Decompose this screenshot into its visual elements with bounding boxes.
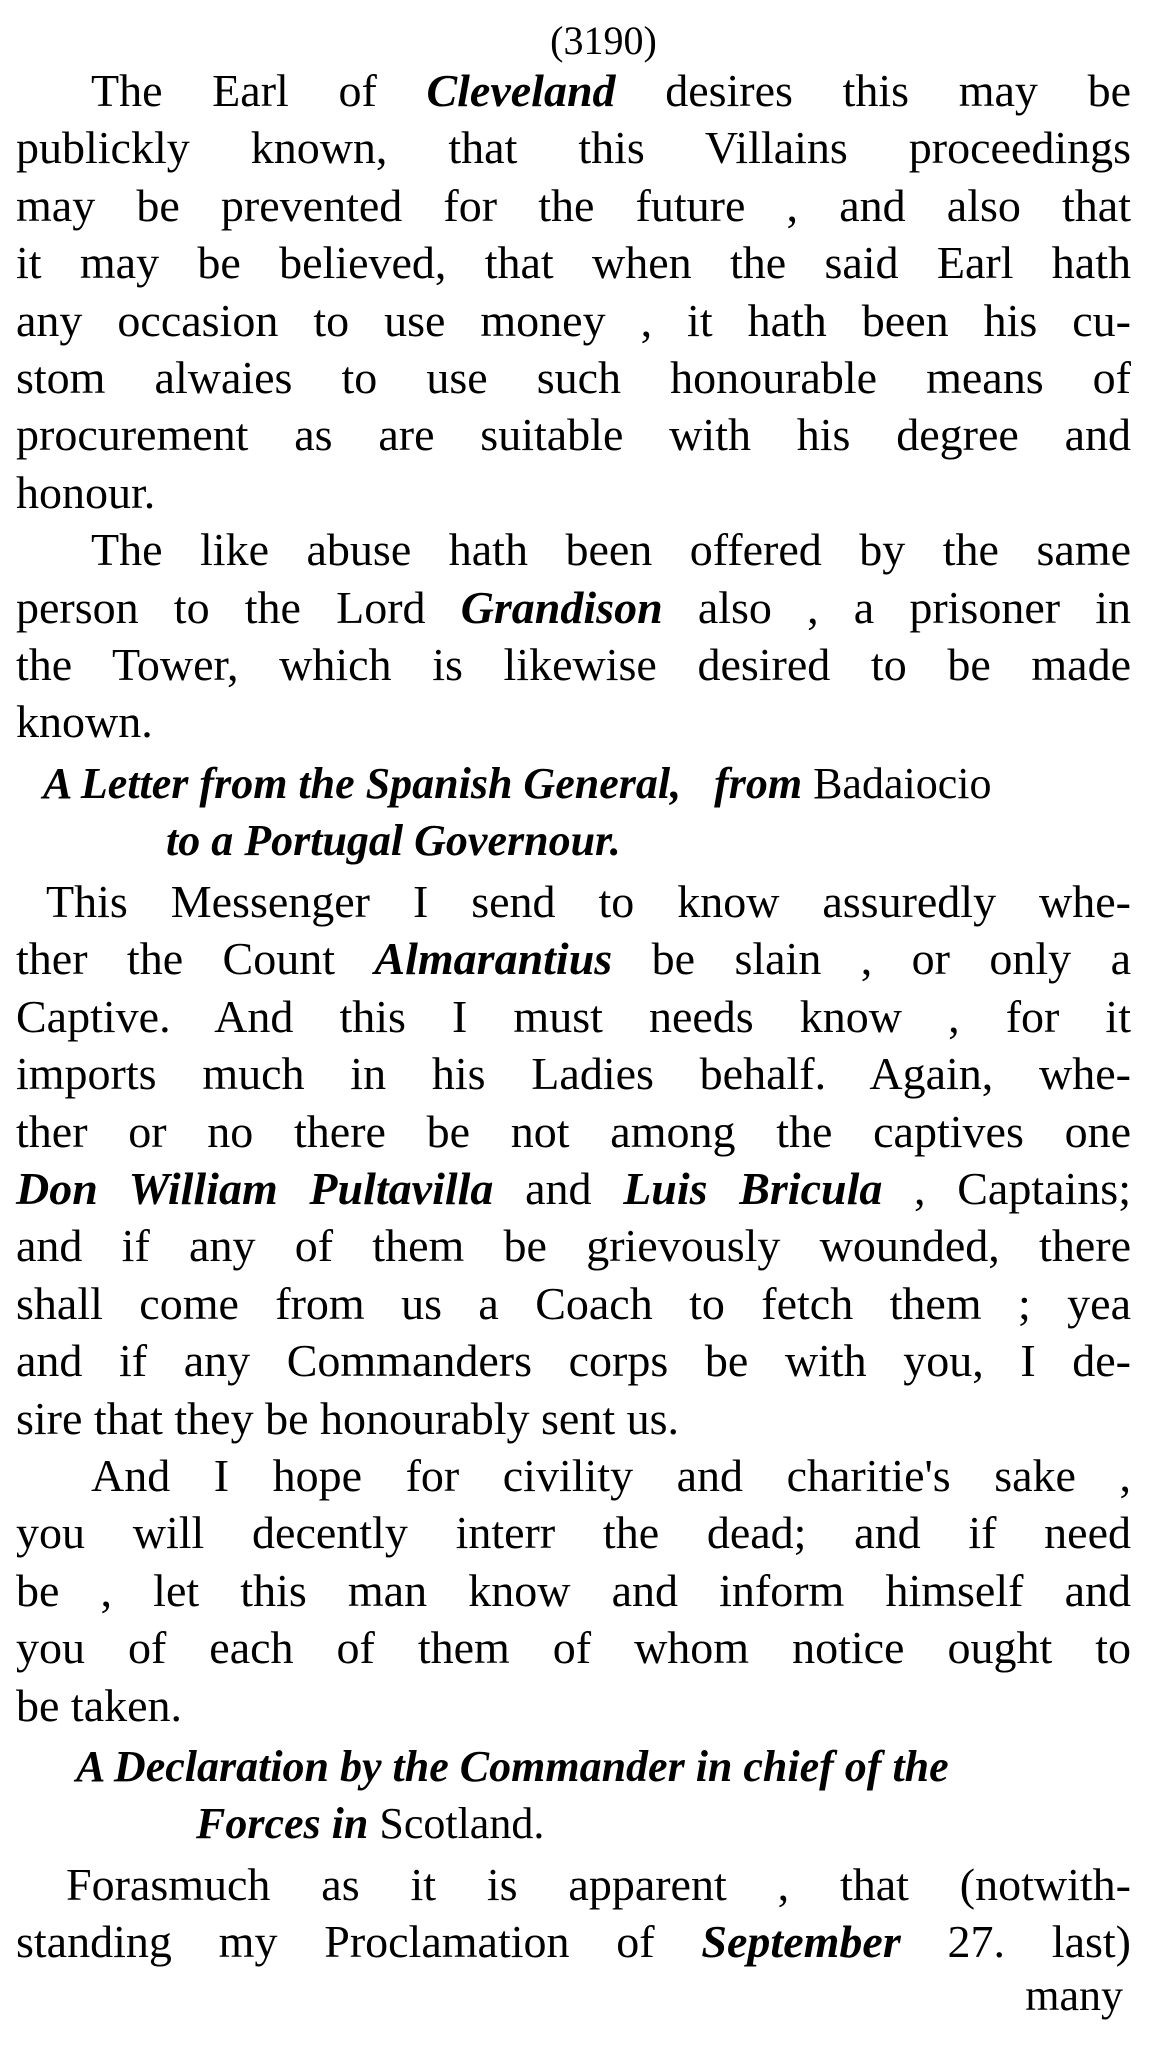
text-line: the Tower, which is likewise desired to be made bbox=[16, 639, 1131, 691]
heading-spanish-letter: A Letter from the Spanish General, from Badaiocio to a Portugal Governour. bbox=[43, 758, 992, 865]
name-pultavilla: Don William Pultavilla bbox=[16, 1162, 494, 1214]
text-line: it may be believed, that when the said Earl hath bbox=[16, 237, 1131, 289]
text-line: ther the Count Almarantius be slain , or only a bbox=[16, 933, 1131, 985]
name-cleveland: Cleveland bbox=[426, 65, 616, 116]
text-line: sire that they be honourably sent us. bbox=[16, 1392, 680, 1444]
paragraph-declaration bbox=[16, 1856, 1131, 1971]
text-line: And I hope for civility and charitie's sake , bbox=[91, 1449, 1131, 1501]
text-line: Don William Pultavilla and Luis Bricula , Captains; bbox=[16, 1162, 1131, 1214]
text-line: be taken. bbox=[16, 1679, 183, 1731]
text-line: ther or no there be not among the captives one bbox=[16, 1105, 1131, 1157]
name-bricula: Luis Bricula bbox=[623, 1162, 883, 1214]
text-line: The like abuse hath been offered by the same bbox=[91, 524, 1131, 576]
text-line: Forasmuch as it is apparent , that (notwith- bbox=[66, 1858, 1131, 1910]
text-line: honour. bbox=[16, 466, 156, 518]
text-line: be , let this man know and inform himself and bbox=[16, 1564, 1131, 1616]
text-line: Captive. And this I must needs know , for it bbox=[16, 990, 1131, 1042]
text-line: standing my Proclamation of September 27. last) bbox=[16, 1916, 1131, 1968]
text-line: This Messenger I send to know assuredly whe- bbox=[46, 875, 1131, 927]
text-line: known. bbox=[16, 696, 153, 748]
paragraph-civility bbox=[16, 1447, 1131, 1734]
catchword: many bbox=[1025, 1970, 1123, 2020]
text-line: The Earl of Cleveland desires this may be bbox=[91, 65, 1132, 116]
text-line: and if any of them be grievously wounded, there bbox=[16, 1220, 1131, 1272]
text-line: you will decently interr the dead; and if need bbox=[16, 1507, 1131, 1559]
name-september: September bbox=[701, 1916, 901, 1968]
text-line: person to the Lord Grandison also , a prisoner in bbox=[16, 581, 1132, 633]
text-line: any occasion to use money , it hath been his cu- bbox=[16, 294, 1131, 346]
name-grandison: Grandison bbox=[460, 581, 663, 633]
text-line: and if any Commanders corps be with you, I de- bbox=[16, 1335, 1131, 1387]
heading-declaration: A Declaration by the Commander in chief of the Forces in Scotland. bbox=[76, 1741, 949, 1848]
paragraph-earl-of-cleveland bbox=[16, 62, 1131, 521]
text-line: may be prevented for the future , and also that bbox=[16, 179, 1131, 231]
paragraph-lord-grandison bbox=[16, 521, 1131, 751]
paragraph-spanish-letter bbox=[16, 873, 1131, 1447]
page-number: (3190) bbox=[550, 18, 657, 63]
text-line: shall come from us a Coach to fetch them ; yea bbox=[16, 1277, 1131, 1329]
text-line: stom alwaies to use such honourable means of bbox=[16, 352, 1131, 404]
text-line: imports much in his Ladies behalf. Again, whe- bbox=[16, 1048, 1131, 1100]
name-almarantius: Almarantius bbox=[374, 933, 613, 985]
text-line: publickly known, that this Villains proceedings bbox=[16, 122, 1131, 174]
text-line: you of each of them of whom notice ought to bbox=[16, 1622, 1131, 1674]
text-line: procurement as are suitable with his degree and bbox=[16, 409, 1131, 461]
